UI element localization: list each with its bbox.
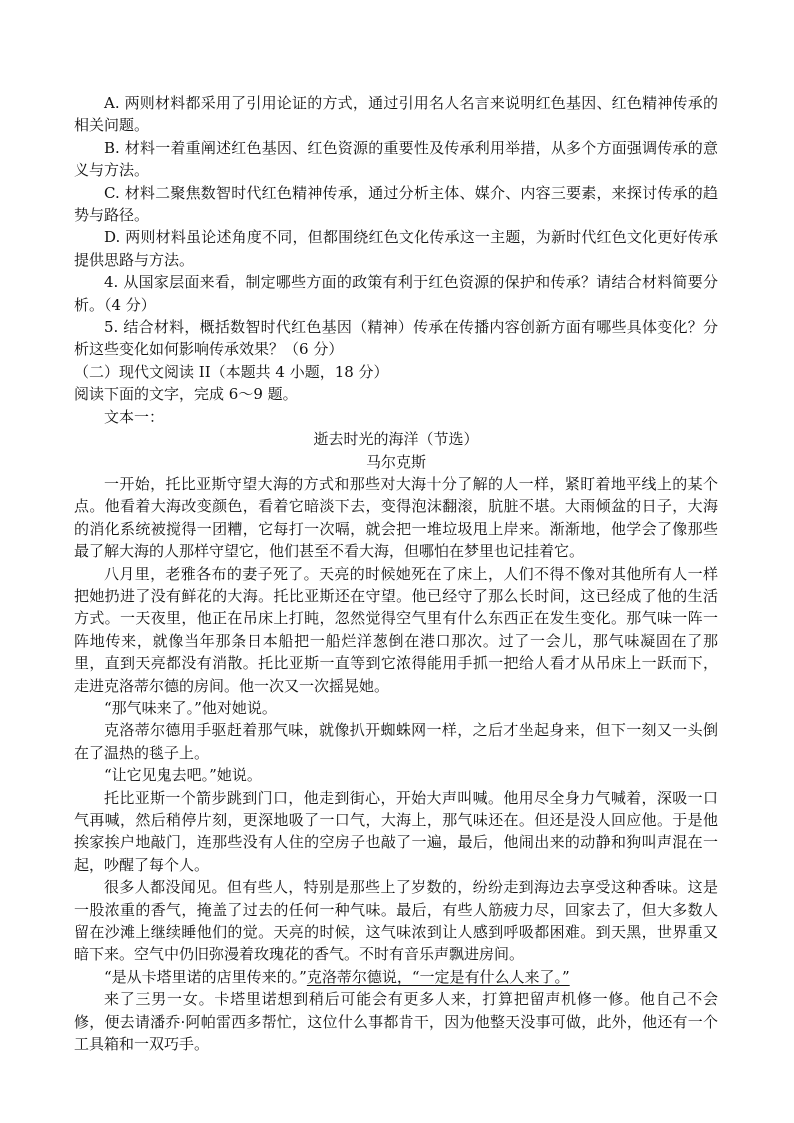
- underlined-sentence: 克洛蒂尔德说，“一定是有什么人来了。”: [306, 967, 570, 986]
- option-b: B. 材料一着重阐述红色基因、红色资源的重要性及传承利用举措，从多个方面强调传承的意义与方法。: [74, 138, 718, 180]
- article-paragraph: “让它见鬼去吧。”她说。: [104, 766, 262, 785]
- option-d: D. 两则材料虽论述角度不同，但都围绕红色文化传承这一主题，为新时代红色文化更好传承提供思路与方法。: [74, 228, 718, 269]
- article-title: 逝去时光的海洋（节选）: [313, 430, 479, 449]
- section-heading: （二）现代文阅读 II（本题共 4 小题，18 分）: [74, 362, 389, 381]
- article-paragraph: 八月里，老雅各布的妻子死了。天亮的时候她死在了床上，人们不得不像对其他所有人一样把她扔进了没有鲜花的大海。托比亚斯还在守望。他已经守了那么长时间，这已经成了他的生活方式。一天夜里，他正在吊床上打盹，忽然觉得空气里有什么东西正在发生变化。那气味一阵一阵地传来，就像当年那条日本船把一船烂洋葱倒在港口那次。过了一会儿，那气味凝固在了那里，直到天亮都没有消散。托比亚斯一直等到它浓得能用手抓一把给人看才从吊床上一跃而下，走进克洛蒂尔德的房间。他一次又一次摇晃她。: [74, 564, 718, 695]
- option-c: C. 材料二聚焦数智时代红色精神传承，通过分析主体、媒介、内容三要素，来探讨传承的趋势与路径。: [74, 183, 718, 225]
- article-paragraph: 来了三男一女。卡塔里诺想到稍后可能会有更多人来，打算把留声机修一修。他自己不会修，便去请潘乔·阿帕雷西多帮忙，这位什么事都肯干，因为他整天没事可做，此外，他还有一个工具箱和一双巧手。: [74, 990, 718, 1054]
- question-5: 5. 结合材料，概括数智时代红色基因（精神）传承在传播内容创新方面有哪些具体变化？分析这些变化如何影响传承效果？（6 分）: [74, 318, 718, 359]
- article-paragraph: “那气味来了。”他对她说。: [104, 698, 277, 717]
- document-content: [74, 92, 718, 1055]
- article-author: 马尔克斯: [365, 452, 426, 471]
- option-a: A. 两则材料都采用了引用论证的方式，通过引用名人名言来说明红色基因、红色精神传承的相关问题。: [74, 94, 718, 135]
- article-dialogue: [74, 966, 718, 988]
- text-label: 文本一：: [104, 407, 165, 426]
- dialogue-quote: “是从卡塔里诺的店里传来的。”: [104, 967, 307, 986]
- section-instruction: 阅读下面的文字，完成 6～9 题。: [74, 385, 298, 404]
- article-paragraph: 很多人都没闻见。但有些人，特别是那些上了岁数的，纷纷走到海边去享受这种香味。这是一股浓重的香气，掩盖了过去的任何一种气味。最后，有些人筋疲力尽，回家去了，但大多数人留在沙滩上继续睡他们的觉。天亮的时候，这气味浓到让人感到呼吸都困难。到天黑，世界重又暗下来。空气中仍旧弥漫着玫瑰花的香气。不时有音乐声飘进房间。: [74, 878, 718, 964]
- article-paragraph: 克洛蒂尔德用手驱赶着那气味，就像扒开蜘蛛网一样，之后才坐起身来，但下一刻又一头倒在了温热的毯子上。: [74, 721, 718, 762]
- article-paragraph: 一开始，托比亚斯守望大海的方式和那些对大海十分了解的人一样，紧盯着地平线上的某个点。他看着大海改变颜色，看着它暗淡下去，变得泡沫翻滚，肮脏不堪。大雨倾盆的日子，大海的消化系统被搅得一团糟，它每打一次嗝，就会把一堆垃圾甩上岸来。渐渐地，他学会了像那些最了解大海的人那样守望它，他们甚至不看大海，但哪怕在梦里也记挂着它。: [74, 474, 718, 561]
- question-4: 4. 从国家层面来看，制定哪些方面的政策有利于红色资源的保护和传承？请结合材料简要分析。（4 分）: [74, 273, 718, 314]
- article-paragraph: 托比亚斯一个箭步跳到门口，他走到街心，开始大声叫喊。他用尽全身力气喊着，深吸一口气再喊，然后稍停片刻，更深地吸了一口气，大海上，那气味还在。但还是没人回应他。于是他挨家挨户地敲门，连那些没有人住的空房子也敲了一遍，最后，他闹出来的动静和狗叫声混在一起，吵醒了每个人。: [74, 788, 718, 874]
